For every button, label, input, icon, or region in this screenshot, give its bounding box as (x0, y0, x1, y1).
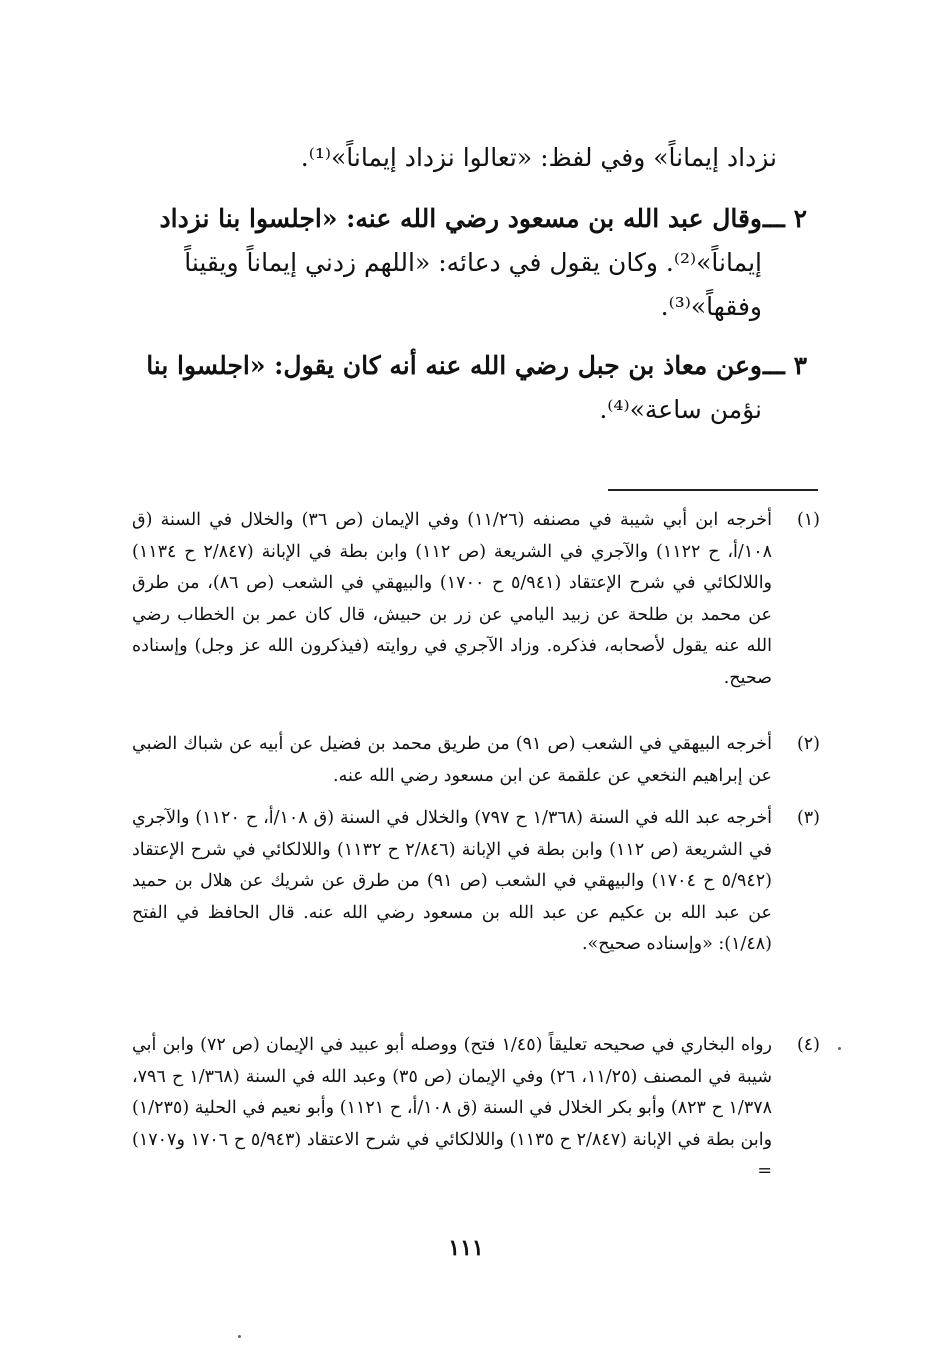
item-number: ٣ ـــ (762, 351, 807, 380)
footnote-text: رواه البخاري في صحيحه تعليقاً (١/٤٥ فتح) ووصله أبو عبيد في الإيمان (ص ٧٢) وابن أبي شيبة في المصنف (١١/٢٥، ٢٦) وفي الإيمان (ص ٣٥) وعبد الله في السنة (١/٣٦٨ ح ٧٩٦، ١/٣٧٨ ح ٨٢٣) وأبو بكر الخلال في السنة (ق ١٠٨/أ، ح ١١٢١) وأبو نعيم في الحلية (١/٢٣٥) وابن بطة في الإبانة (٢/٨٤٧ ح ١١٣٥) واللالكائي في شرح الاعتقاد (٥/٩٤٣ ح ١٧٠٦ و١٧٠٧) = (132, 1035, 773, 1181)
item-line: وقال عبد الله بن مسعود رضي الله عنه: «اجلسوا بنا نزداد (159, 204, 762, 233)
item-number: ٢ ـــ (762, 204, 807, 233)
body-item-3 (122, 344, 807, 432)
body-line-continuation: نزداد إيماناً» وفي لفظ: «تعالوا نزداد إيماناً»⁽¹⁾. (300, 143, 777, 172)
footnote-text: أخرجه عبد الله في السنة (١/٣٦٨ ح ٧٩٧) والخلال في السنة (ق ١٠٨/أ، ح ١١٢٠) والآجري في الشريعة (ص ١١٢) وابن بطة في الإبانة (٢/٨٤٦ ح ١١٣٢) واللالكائي في شرح الإعتقاد (٥/٩٤٢ ح ١٧٠٤) والبيهقي في الشعب (ص ٩١) من طرق عن شريك عن هلال بن حميد عن عبد الله بن عكيم عن عبد الله بن مسعود رضي الله عنه. قال الحافظ في الفتح (١/٤٨): «وإسناده صحيح». (132, 808, 773, 954)
scan-speck (238, 1335, 241, 1338)
footnote-number: (٢) (796, 734, 820, 754)
item-line: وعن معاذ بن جبل رضي الله عنه أنه كان يقول: «اجلسوا بنا (146, 351, 762, 380)
body-item-2 (122, 197, 807, 329)
page-number: ١١١ (448, 1235, 484, 1261)
scan-speck (838, 1047, 841, 1050)
footnote-text: أخرجه البيهقي في الشعب (ص ٩١) من طريق محمد بن فضيل عن أبيه عن شباك الضبي عن إبراهيم النخعي عن علقمة عن ابن مسعود رضي الله عنه. (132, 734, 772, 786)
item-line: نؤمن ساعة»⁽⁴⁾. (599, 395, 762, 424)
footnote-text: أخرجه ابن أبي شيبة في مصنفه (١١/٢٦) وفي الإيمان (ص ٣٦) والخلال في السنة (ق ١٠٨/أ، ح ١١٢٢) والآجري في الشريعة (ص ١١٢) وابن بطة في الإبانة (٢/٨٤٧ ح ١١٣٤) واللالكائي في شرح الإعتقاد (٥/٩٤١ ح ١٧٠٠) والبيهقي في الشعب (ص ٨٦)، من طرق عن محمد بن طلحة عن زبيد اليامي عن زر بن حبيش، قال كان عمر بن الخطاب رضي الله عنه يقول لأصحابه، فذكره. وزاد الآجري في روايته (فيذكرون الله عز وجل) وإسناده صحيح. (132, 510, 773, 688)
footnote-number: (١) (796, 510, 820, 530)
item-line: إيماناً»⁽²⁾. وكان يقول في دعائه: «اللهم زدني إيماناً ويقيناً (184, 248, 762, 277)
item-line: وفقهاً»⁽³⁾. (660, 292, 762, 321)
footnote-number: (٤) (796, 1035, 820, 1055)
footnote-separator (608, 489, 818, 491)
footnote-number: (٣) (796, 808, 820, 828)
